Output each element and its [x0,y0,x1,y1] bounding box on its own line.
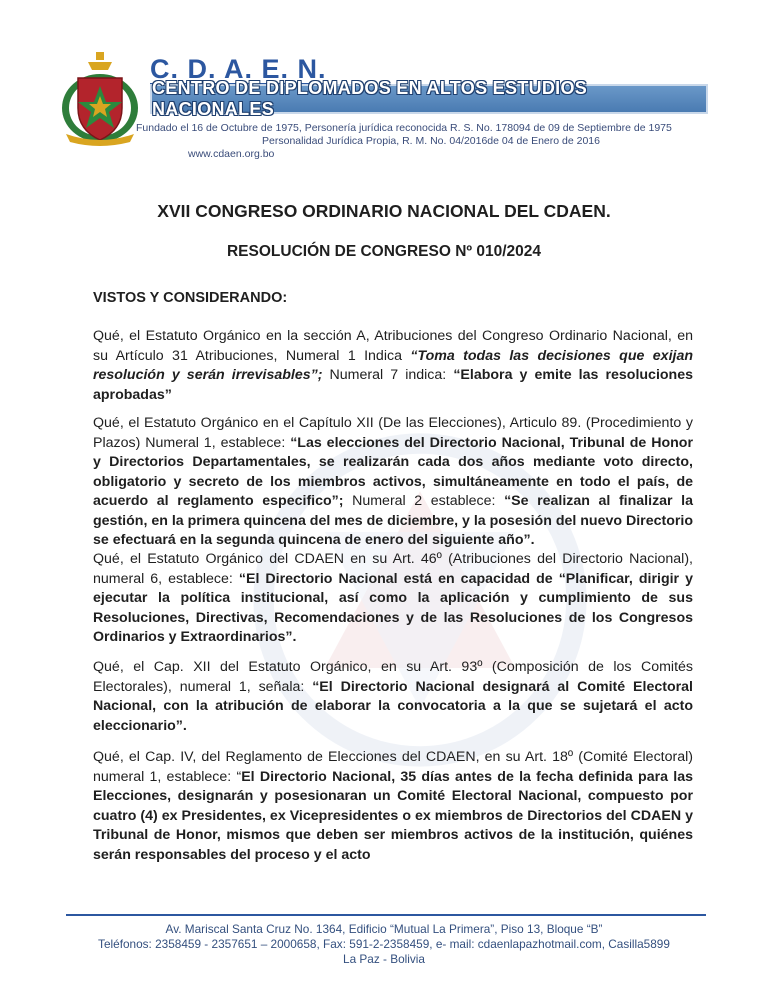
paragraph-quote: “Las elecciones del Directorio Nacional, Tribunal de Honor y Directorios Departamentales, se realizarán cada dos años mediante voto directo, obligatorio y secreto de los miembros activos, simultáneamente en todo el país, de acuerdo al reglamento especifico”; [93,434,693,509]
paragraph-quote: “Se realizan al finalizar la gestión, en la primera quincena del mes de diciembre, y la posesión del nuevo Directorio se efectuará en la segunda quincena de enero del siguiente año”. [93,493,693,548]
considerando-paragraph-1 [93,327,693,405]
resolution-number: RESOLUCIÓN DE CONGRESO Nº 010/2024 [226,243,542,260]
organization-name-banner [150,78,708,119]
paragraph-text: Qué, el Estatuto Orgánico en el Capítulo XII (De las Elecciones), Articulo 89. (Procedimiento y Plazos) Numeral 1, establece: [93,415,693,451]
considerando-paragraph-3 [93,550,693,648]
footer-city: La Paz - Bolivia [343,952,425,966]
footer-divider [66,914,706,916]
founding-line-1: Fundado el 16 de Octubre de 1975, Personería jurídica reconocida R. S. No. 178094 de 09 de Septiembre de 1975 [136,122,672,134]
document-title: XVII CONGRESO ORDINARIO NACIONAL DEL CDAEN. [157,201,611,221]
paragraph-quote: El Directorio Nacional, 35 días antes de la fecha definida para las Elecciones, designarán y posesionaran un Comité Electoral Nacional, compuesto por cuatro (4) ex Presidentes, ex Vicepresidentes o ex miembros de Directorios del CDAEN y Tribunal de Honor, mismos que deben ser miembros activos de la institución, quiénes serán responsables del proceso y el acto [93,768,693,863]
footer-contact [0,922,768,967]
footer-address: Av. Mariscal Santa Cruz No. 1364, Edificio “Mutual La Primera”, Piso 13, Bloque “B” [165,922,603,936]
considerando-paragraph-4 [93,658,693,736]
section-heading: VISTOS Y CONSIDERANDO: [93,290,288,306]
founding-line-2: Personalidad Jurídica Propia, R. M. No. 04/2016de 04 de Enero de 2016 [262,135,600,147]
paragraph-text: Qué, el Cap. IV, del Reglamento de Elecciones del CDAEN, en su Art. 18º (Comité Electoral) numeral 1, establece: “ [93,749,693,785]
paragraph-quote: “El Directorio Nacional está en capacidad de “Planificar, dirigir y ejecutar la política institucional, así como la aplicación y cumplimiento de sus Resoluciones, Directivas, Recomendaciones y de las Resoluciones de los Congresos Ordinarios y Extraordinarios”. [93,570,694,645]
paragraph-text: Qué, el Estatuto Orgánico del CDAEN en su Art. 46º (Atribuciones del Directorio Nacional), numeral 6, establece: [93,551,693,587]
cdaen-logo-icon [58,50,142,146]
paragraph-quote: “El Directorio Nacional designará al Comité Electoral Nacional, con la atribución de elaborar la convocatoria a la que se sujetará el acto eleccionario”. [93,678,693,734]
website-link[interactable]: www.cdaen.org.bo [188,148,275,160]
paragraph-text: Numeral 2 establece: [343,493,505,509]
considerando-paragraph-2 [93,414,693,551]
paragraph-quote: “Toma todas las decisiones que exijan resolución y serán irrevisables”; [93,347,694,383]
paragraph-text: Qué, el Cap. XII del Estatuto Orgánico, en su Art. 93º (Composición de los Comités Electorales), numeral 1, señala: [93,659,693,695]
banner-title: CENTRO DE DIPLOMADOS EN ALTOS ESTUDIOS NACIONALES [152,78,588,119]
considerando-paragraph-5 [93,748,693,865]
paragraph-text: Numeral 7 indica: [322,367,454,383]
organization-acronym: C. D. A. E. N. [150,54,327,84]
paragraph-quote: “Elabora y emite las resoluciones aprobadas” [93,367,694,403]
footer-phones-email: Teléfonos: 2358459 - 2357651 – 2000658, Fax: 591-2-2358459, e- mail: cdaenlapazhotmail.com, Casilla5899 [98,937,670,951]
paragraph-text: Qué, el Estatuto Orgánico en la sección A, Atribuciones del Congreso Ordinario Nacional, en su Artículo 31 Atribuciones, Numeral 1 Indica [93,328,693,364]
founding-info [136,122,726,148]
